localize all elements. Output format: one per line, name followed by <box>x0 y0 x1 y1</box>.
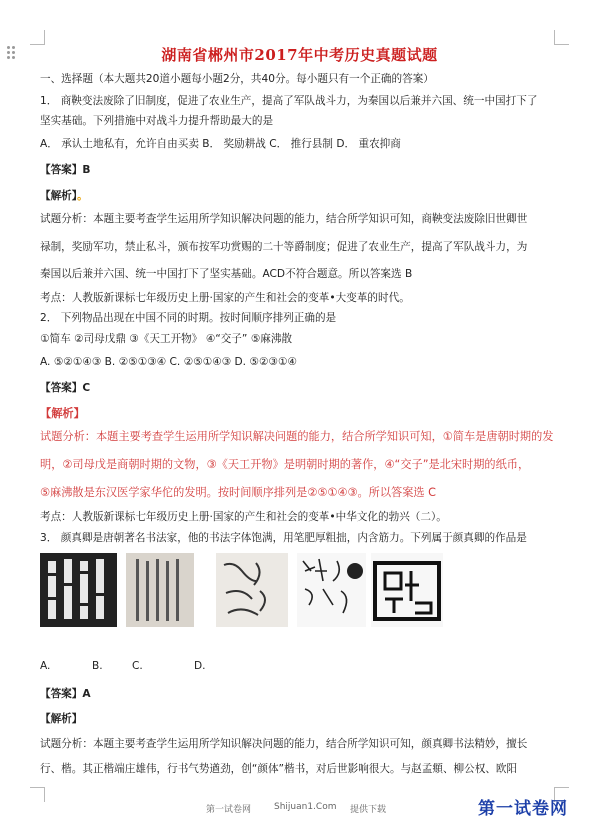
q3-stem: 3． 颜真卿是唐朝著名书法家，他的书法字体饱满，用笔肥厚粗拙，内含筋力。下列属于颜真卿的作品是 <box>40 532 527 544</box>
option-label-b: B. <box>92 660 103 672</box>
q2-analysis-label: 【解析】 <box>40 407 85 420</box>
q2-answer: 【答案】C <box>40 382 91 394</box>
q1-analysis: 禄制，奖励军功，禁止私斗，颁布按军功赏赐的二十等爵制度；促进了农业生产，提高了军队战斗力，为 <box>40 241 528 253</box>
q1-answer: 【答案】B <box>40 164 91 176</box>
q1-options: A． 承认土地私有，允许自由买卖 B． 奖励耕战 C． 推行县制 D． 重农抑商 <box>40 138 401 150</box>
calligraphy-image-b <box>126 553 194 627</box>
q2-point: 考点：人教版新课标七年级历史上册·国家的产生和社会的变革•中华文化的勃兴（二）。 <box>40 511 447 523</box>
brand-watermark: 第一试卷网 <box>478 799 568 819</box>
q1-analysis: 秦国以后兼并六国、统一中国打下了坚实基础。ACD不符合题意。所以答案选 B <box>40 268 413 280</box>
q1-analysis-label: 【解析】。 <box>40 190 88 202</box>
q1-stem: 1． 商鞅变法废除了旧制度，促进了农业生产，提高了军队战斗力，为秦国以后兼并六国、统一中国打下了 <box>40 95 538 107</box>
q1-analysis: 试题分析：本题主要考查学生运用所学知识解决问题的能力，结合所学知识可知，商鞅变法废除旧世卿世 <box>40 213 528 225</box>
option-label-c: C. <box>132 660 143 672</box>
q3-analysis-label: 【解析】 <box>40 713 83 725</box>
footer-site-name: 第一试卷网 <box>206 805 252 815</box>
option-label-d: D. <box>194 660 206 672</box>
page-corner-mark <box>554 30 569 45</box>
q2-analysis: 明，②司母戊是商朝时期的文物，③《天工开物》是明朝时期的著作，④“交子”是北宋时期的纸币， <box>40 458 530 471</box>
q2-options: A. ⑤②①④③ B. ②⑤①③④ C. ②⑤①④③ D. ⑤②③①④ <box>40 356 297 368</box>
page-corner-mark <box>30 30 45 45</box>
calligraphy-image-d <box>297 553 366 627</box>
section-heading: 一、选择题（本大题共20道小题每小题2分，共40分。每小题只有一个正确的答案） <box>40 73 434 85</box>
footer-site-url[interactable]: Shijuan1.Com <box>274 802 337 812</box>
footer-download-text: 提供下载 <box>350 805 387 815</box>
q3-analysis: 行、楷。其正楷端庄雄伟，行书气势遒劲，创“颜体”楷书，对后世影响很大。与赵孟頫、柳公权、欧阳 <box>40 763 518 775</box>
calligraphy-image-a <box>40 553 117 627</box>
q1-point: 考点：人教版新课标七年级历史上册·国家的产生和社会的变革•大变革的时代。 <box>40 292 410 304</box>
option-label-a: A. <box>40 660 51 672</box>
seal-stamp-image <box>371 553 443 627</box>
document-title: 湖南省郴州市2017年中考历史真题试题 <box>161 46 438 64</box>
q2-items: ①简车 ②司母戊鼎 ③《天工开物》 ④“交子” ⑤麻沸散 <box>40 333 293 345</box>
q1-stem-cont: 坚实基础。下列措施中对战斗力提升帮助最大的是 <box>40 115 274 127</box>
q2-stem: 2． 下列物品出现在中国不同的时期。按时间顺序排列正确的是 <box>40 312 337 324</box>
q2-analysis: ⑤麻沸散是东汉医学家华佗的发明。按时间顺序排列是②⑤①④③。所以答案选 C <box>40 486 436 499</box>
page-footer <box>0 798 599 818</box>
q2-analysis: 试题分析：本题主要考查学生运用所学知识解决问题的能力，结合所学知识可知，①简车是唐朝时期的发 <box>40 430 554 443</box>
q3-answer: 【答案】A <box>40 688 91 700</box>
calligraphy-image-c <box>216 553 288 627</box>
q3-analysis: 试题分析：本题主要考查学生运用所学知识解决问题的能力，结合所学知识可知，颜真卿书法精妙，擅长 <box>40 738 528 750</box>
